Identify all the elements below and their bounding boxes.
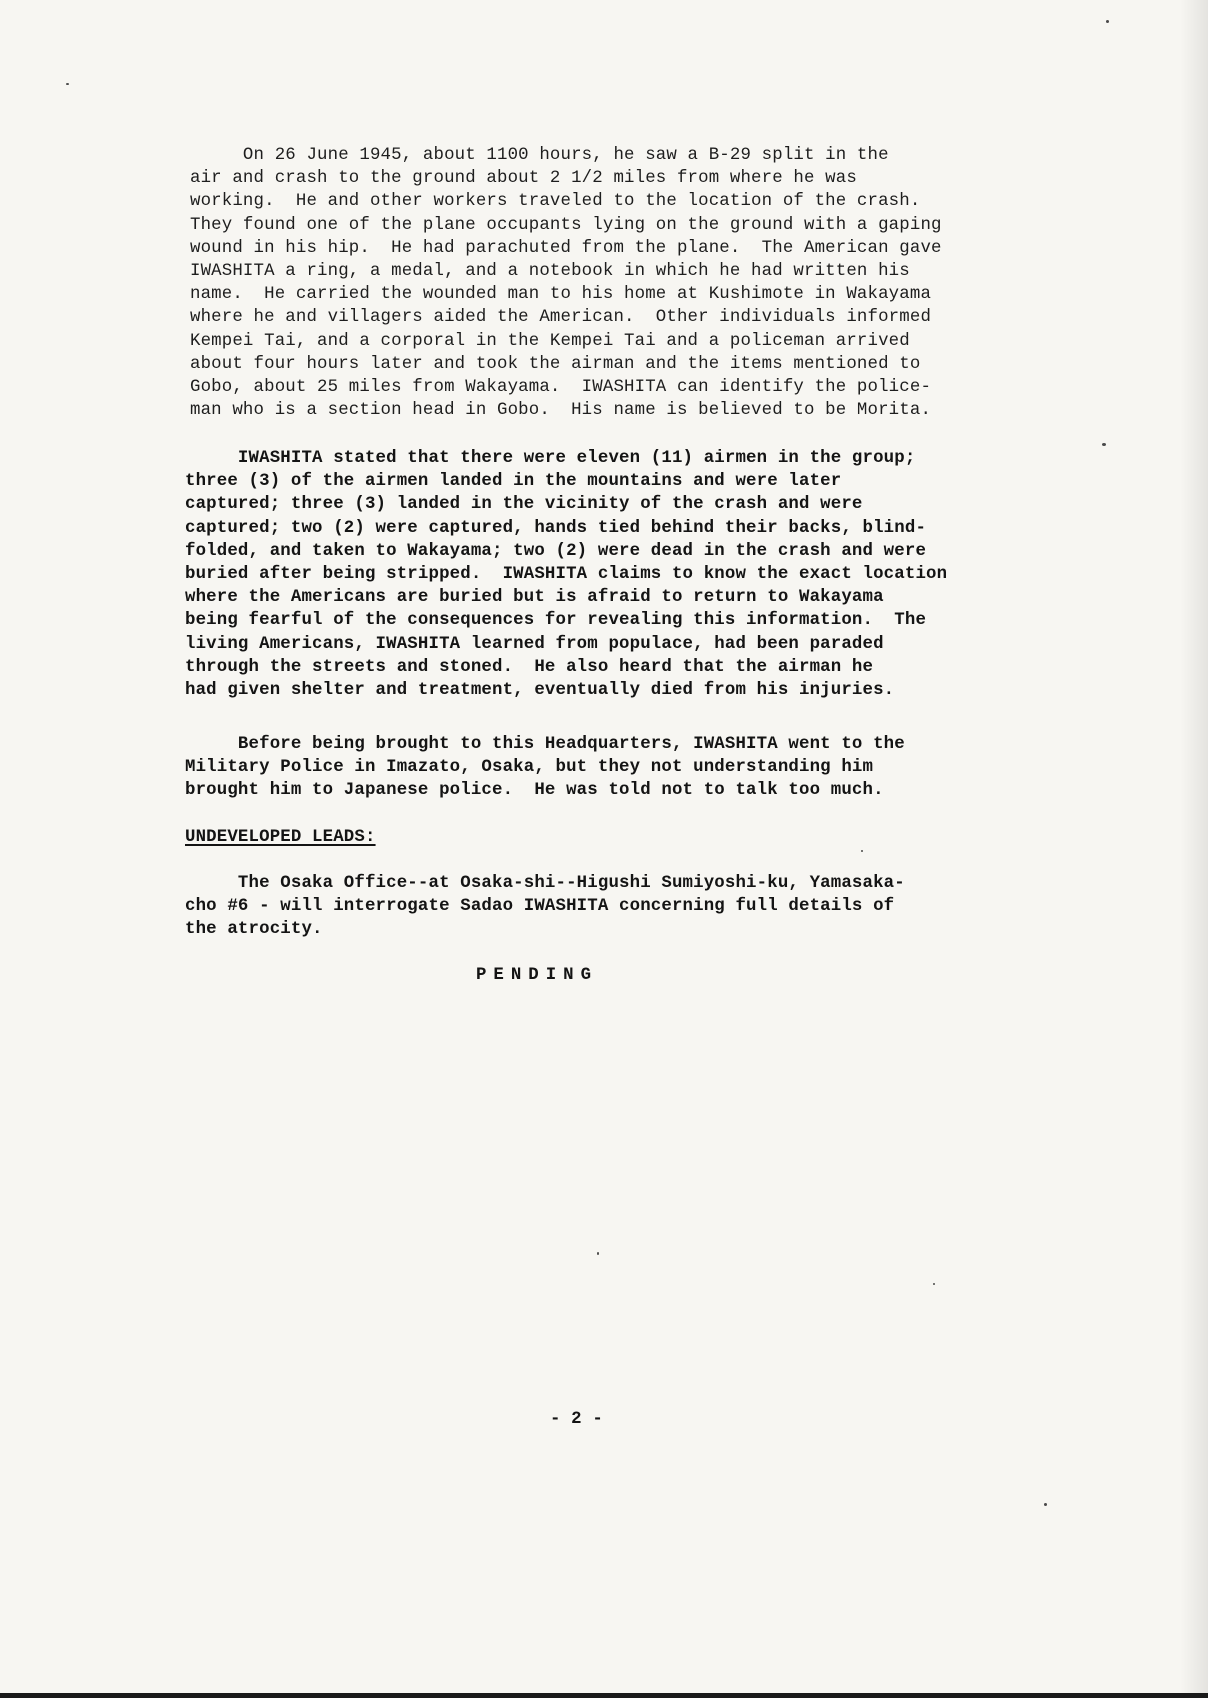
paragraph-airmen-fate bbox=[185, 447, 947, 702]
text-line: air and crash to the ground about 2 1/2 miles from where he was bbox=[190, 169, 857, 189]
page-number: - 2 - bbox=[550, 1410, 603, 1429]
text-line: had given shelter and treatment, eventually died from his injuries. bbox=[185, 681, 895, 701]
text-line: man who is a section head in Gobo. His name is believed to be Morita. bbox=[190, 401, 932, 421]
scan-speck bbox=[1106, 20, 1109, 23]
text-line: Kempei Tai, and a corporal in the Kempei Tai and a policeman arrived bbox=[190, 331, 910, 351]
paragraph-osaka-office bbox=[185, 872, 905, 942]
scan-speck bbox=[1102, 443, 1106, 446]
text-line: buried after being stripped. IWASHITA claims to know the exact location bbox=[185, 565, 948, 585]
scan-edge-shadow bbox=[1180, 0, 1208, 1698]
undeveloped-leads-heading: UNDEVELOPED LEADS: bbox=[185, 828, 376, 847]
text-line: Before being brought to this Headquarters, IWASHITA went to the bbox=[185, 735, 905, 754]
scan-speck bbox=[861, 850, 863, 852]
scan-speck bbox=[1044, 1503, 1047, 1506]
text-line: being fearful of the consequences for revealing this information. The bbox=[185, 611, 927, 631]
text-line: On 26 June 1945, about 1100 hours, he saw a B-29 split in the bbox=[190, 146, 889, 165]
text-line: They found one of the plane occupants lying on the ground with a gaping bbox=[190, 215, 942, 235]
text-line: wound in his hip. He had parachuted from the plane. The American gave bbox=[190, 238, 942, 258]
text-line: name. He carried the wounded man to his home at Kushimote in Wakayama bbox=[190, 285, 932, 305]
paragraph-crash-account bbox=[190, 144, 942, 422]
text-line: Military Police in Imazato, Osaka, but they not understanding him bbox=[185, 758, 874, 778]
text-line: captured; three (3) landed in the vicinity of the crash and were bbox=[185, 495, 863, 515]
text-line: IWASHITA stated that there were eleven (11) airmen in the group; bbox=[185, 449, 916, 468]
text-line: where he and villagers aided the American. Other individuals informed bbox=[190, 308, 932, 328]
text-line: Gobo, about 25 miles from Wakayama. IWASHITA can identify the police- bbox=[190, 378, 932, 398]
text-line: cho #6 - will interrogate Sadao IWASHITA concerning full details of bbox=[185, 897, 895, 917]
text-line: the atrocity. bbox=[185, 920, 323, 940]
text-line: three (3) of the airmen landed in the mountains and were later bbox=[185, 472, 842, 492]
paragraph-headquarters bbox=[185, 733, 905, 803]
text-line: about four hours later and took the airman and the items mentioned to bbox=[190, 354, 921, 374]
text-line: working. He and other workers traveled to the location of the crash. bbox=[190, 192, 921, 212]
text-line: IWASHITA a ring, a medal, and a notebook in which he had written his bbox=[190, 262, 910, 282]
scan-bottom-edge bbox=[0, 1693, 1208, 1698]
text-line: brought him to Japanese police. He was told not to talk too much. bbox=[185, 781, 884, 801]
scan-speck bbox=[933, 1283, 935, 1285]
text-line: captured; two (2) were captured, hands tied behind their backs, blind- bbox=[185, 518, 927, 538]
text-line: where the Americans are buried but is afraid to return to Wakayama bbox=[185, 588, 884, 608]
scan-speck bbox=[66, 83, 69, 85]
text-line: living Americans, IWASHITA learned from populace, had been paraded bbox=[185, 634, 884, 654]
scan-speck bbox=[597, 1252, 599, 1255]
status-pending: PENDING bbox=[476, 966, 599, 985]
text-line: folded, and taken to Wakayama; two (2) were dead in the crash and were bbox=[185, 541, 927, 561]
text-line: The Osaka Office--at Osaka-shi--Higushi Sumiyoshi-ku, Yamasaka- bbox=[185, 874, 905, 893]
text-line: through the streets and stoned. He also heard that the airman he bbox=[185, 657, 874, 677]
